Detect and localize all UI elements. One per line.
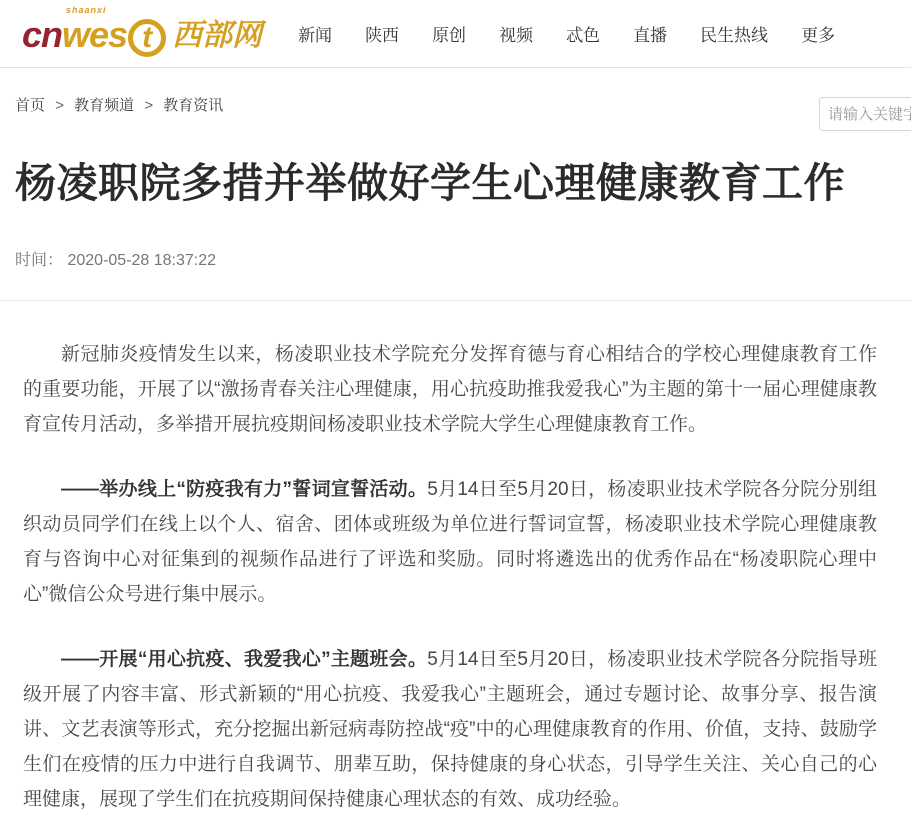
logo-circle-icon: t xyxy=(128,19,166,57)
article-paragraph xyxy=(23,642,877,817)
article-paragraph xyxy=(23,472,877,612)
time-label: 时间： xyxy=(15,252,64,270)
breadcrumb-separator: > xyxy=(55,97,64,114)
breadcrumb-home[interactable]: 首页 xyxy=(15,97,46,114)
breadcrumb-channel[interactable]: 教育频道 xyxy=(74,97,135,114)
site-name: 西部网 xyxy=(172,18,263,52)
paragraph-text: 新冠肺炎疫情发生以来，杨凌职业技术学院充分发挥育德与育心相结合的学校心理健康教育工作的重要功能，开展了以“激扬青春关注心理健康，用心抗疫助推我爱我心”为主题的第十一届心理健康教育宣传月活动，多举措开展抗疫期间杨凌职业技术学院大学生心理健康教育工作。 xyxy=(23,344,877,436)
site-header xyxy=(0,0,911,68)
nav-item-original[interactable]: 原创 xyxy=(432,26,467,45)
breadcrumb-separator: > xyxy=(144,97,154,114)
breadcrumb-row xyxy=(0,68,911,140)
nav-item-news[interactable]: 新闻 xyxy=(298,26,333,45)
nav-item-hotline[interactable]: 民生热线 xyxy=(700,26,769,45)
nav-item-more[interactable]: 更多 xyxy=(801,26,836,45)
paragraph-lead: ——开展“用心抗疫、我爱我心”主题班会。 xyxy=(61,649,428,671)
article-paragraph xyxy=(23,337,877,442)
paragraph-text: 5月14日至5月20日，杨凌职业技术学院各分院指导班级开展了内容丰富、形式新颖的“用心抗疫、我爱我心”主题班会，通过专题讨论、故事分享、报告演讲、文艺表演等形式，充分挖掘出新冠病毒防控战“疫”中的心理健康教育的作用、价值，支持、鼓励学生们在疫情的压力中进行自我调节、朋辈互助，保持健康的身心状态，引导学生关注、关心自己的心理健康，展现了学生们在抗疫期间保持健康心理状态的有效、成功经验。 xyxy=(23,649,877,811)
nav-item-tese[interactable]: 忒色 xyxy=(566,26,601,45)
main-nav xyxy=(298,21,835,46)
breadcrumb-section[interactable]: 教育资讯 xyxy=(163,97,224,114)
time-value: 2020-05-28 18:37:22 xyxy=(67,252,217,270)
logo-cn-text: cn xyxy=(22,13,63,55)
nav-item-live[interactable]: 直播 xyxy=(633,26,668,45)
breadcrumb xyxy=(15,94,223,115)
logo-west-text: wes xyxy=(62,13,128,55)
site-logo[interactable] xyxy=(22,4,263,55)
article-body xyxy=(0,301,911,817)
paragraph-lead: ——举办线上“防疫我有力”誓词宣誓活动。 xyxy=(61,479,428,501)
search-input[interactable] xyxy=(819,97,911,131)
logo-tagline: shaanxi xyxy=(66,4,107,15)
article-title: 杨凌职院多措并举做好学生心理健康教育工作 xyxy=(15,160,845,206)
nav-item-shaanxi[interactable]: 陕西 xyxy=(365,26,400,45)
nav-item-video[interactable]: 视频 xyxy=(499,26,534,45)
article-meta xyxy=(15,247,896,270)
paragraph-text: 5月14日至5月20日，杨凌职业技术学院各分院分别组织动员同学们在线上以个人、宿舍、团体或班级为单位进行誓词宣誓，杨凌职业技术学院心理健康教育与咨询中心对征集到的视频作品进行了评选和奖励。同时将遴选出的优秀作品在“杨凌职院心理中心”微信公众号进行集中展示。 xyxy=(23,479,877,606)
